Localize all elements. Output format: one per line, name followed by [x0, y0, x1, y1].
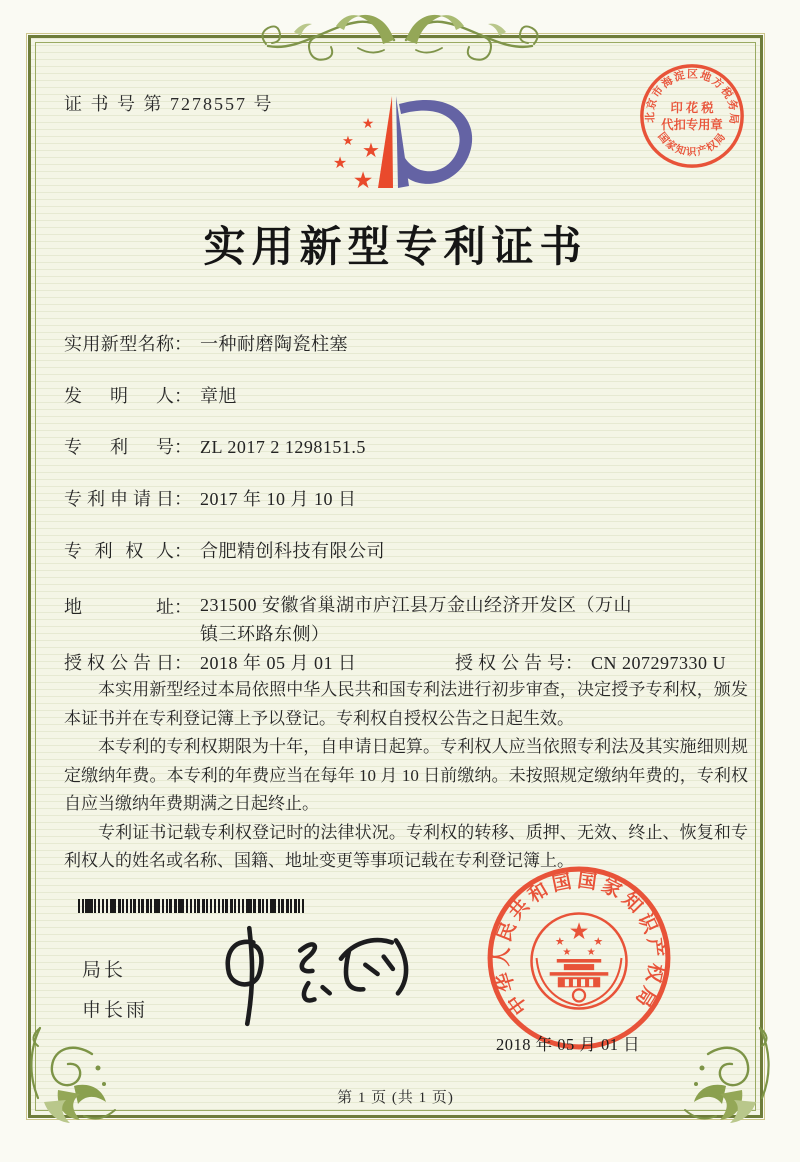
certificate-title: 实用新型专利证书 [203, 225, 588, 271]
field-label: 专利号 [64, 437, 174, 457]
star-icon: ★ [361, 116, 375, 132]
commissioner-role: 局长 [82, 960, 127, 981]
handwritten-signature [210, 920, 425, 1032]
stamp-arc-top-text: 北京市海淀区地方税务局 [644, 68, 740, 126]
commissioner-name: 申长雨 [82, 1000, 149, 1021]
seal-ring [490, 869, 668, 1047]
stamp-center-line1: 印 花 税 [670, 101, 714, 116]
field-patent-number [64, 433, 366, 459]
top-scroll-ornament [258, 6, 542, 66]
legal-paragraph-2: 本专利的专利权期限为十年，自申请日起算。专利权人应当依照专利法及其实施细则规定缴纳年费。本专利的年费应当在每年 10 月 10 日前缴纳。未按照规定缴纳年费的，专利权自应当缴纳年费期满之日起终止。 [64, 737, 748, 813]
field-value: 2017 年 10 月 10 日 [200, 489, 357, 509]
seal-date: 2018 年 05 月 01 日 [496, 1035, 641, 1054]
colon: ： [565, 653, 583, 673]
colon: ： [174, 437, 192, 457]
star-icon: ★ [568, 917, 590, 945]
field-label: 授权公告日 [64, 653, 174, 673]
field-value: CN 207297330 U [591, 653, 727, 673]
colon: ： [174, 597, 192, 617]
field-label: 专利权人 [64, 541, 174, 561]
star-icon: ★ [352, 168, 374, 194]
field-filing-date [64, 485, 357, 511]
corner-ornament-bottom-left [14, 1024, 119, 1129]
field-value: ZL 2017 2 1298151.5 [200, 437, 366, 457]
star-icon: ★ [342, 134, 354, 149]
gate-roof-lower [550, 972, 609, 976]
cnipa-logo [295, 70, 515, 210]
field-value: 章旭 [200, 386, 237, 406]
seal-arc-text: 中华人民共和国国家知识产权局 [491, 870, 667, 1018]
field-patentee [64, 537, 385, 563]
field-label: 实用新型名称 [64, 334, 174, 354]
logo-red-stem [378, 96, 393, 188]
gate-base [558, 977, 600, 987]
gate-deck [564, 964, 594, 970]
field-value: 一种耐磨陶瓷柱塞 [200, 334, 348, 354]
page-footer: 第 1 页 (共 1 页) [337, 1090, 454, 1106]
field-label: 发明人 [64, 386, 174, 406]
logo-stars [333, 116, 380, 194]
tax-withholding-stamp [633, 57, 751, 175]
field-value: 231500 安徽省巢湖市庐江县万金山经济开发区（万山镇三环路东侧） [200, 595, 632, 644]
star-icon: ★ [554, 934, 565, 948]
barcode [78, 899, 304, 913]
stamp-arc-bottom-text: 国家知识产权局 [655, 130, 729, 159]
field-label: 授权公告号 [455, 653, 565, 673]
logo-p-bowl [399, 100, 472, 184]
gate-roof-upper [557, 959, 601, 963]
field-grant-number [455, 649, 726, 675]
national-emblem [532, 914, 627, 1009]
star-icon: ★ [332, 153, 348, 172]
legal-paragraph-3: 专利证书记载专利权登记时的法律状况。专利权的转移、质押、无效、终止、恢复和专利权人的姓名或名称、国籍、地址变更等事项记载在专利登记簿上。 [64, 822, 748, 870]
field-label: 地址 [64, 597, 174, 617]
legal-text [64, 676, 748, 876]
field-label: 专利申请日 [64, 489, 174, 509]
star-icon: ★ [586, 946, 596, 958]
legal-paragraph-1: 本实用新型经过本局依照中华人民共和国专利法进行初步审查，决定授予专利权，颁发本证书并在专利登记簿上予以登记。专利权自授权公告之日起生效。 [64, 680, 748, 728]
star-icon: ★ [593, 934, 604, 948]
stamp-center-line2: 代扣专用章 [661, 117, 723, 132]
colon: ： [174, 489, 192, 509]
field-address [64, 593, 648, 644]
field-inventor [64, 382, 237, 408]
colon: ： [174, 541, 192, 561]
colon: ： [174, 386, 192, 406]
field-grant-date [64, 649, 727, 675]
certificate-number: 证 书 号 第 7278557 号 [64, 94, 274, 114]
field-value: 合肥精创科技有限公司 [200, 541, 385, 561]
star-icon: ★ [562, 946, 572, 958]
field-utility-model-name [64, 330, 348, 356]
field-value: 2018 年 05 月 01 日 [200, 653, 357, 673]
svg-text:国家知识产权局 [655, 130, 729, 159]
corner-ornament-bottom-right [681, 1024, 786, 1129]
colon: ： [174, 653, 192, 673]
cnipa-official-seal [483, 862, 675, 1054]
star-icon: ★ [362, 138, 380, 162]
colon: ： [174, 334, 192, 354]
